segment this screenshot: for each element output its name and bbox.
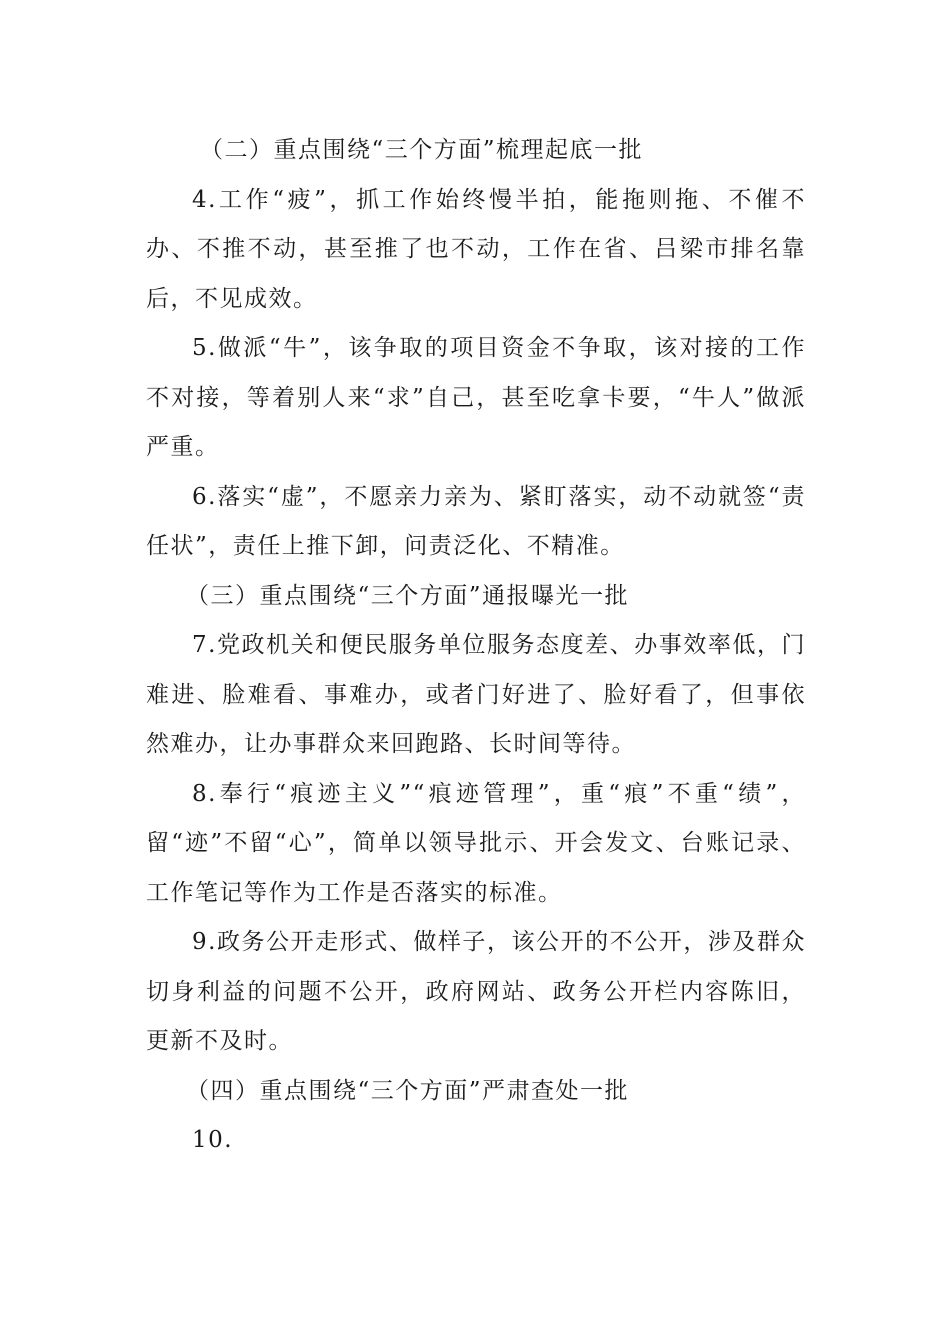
section-heading-4: （四）重点围绕“三个方面”严肃查处一批: [186, 1077, 630, 1104]
paragraph-item-4: 4.工作“疲”，抓工作始终慢半拍，能拖则拖、不催不办、不推不动，甚至推了也不动，工作在省、吕梁市排名靠后，不见成效。: [146, 186, 806, 312]
section-heading-3: （三）重点围绕“三个方面”通报曝光一批: [186, 582, 630, 609]
section-heading-2: （二）重点围绕“三个方面”梳理起底一批: [200, 137, 644, 163]
paragraph-item-6: 6.落实“虚”，不愿亲力亲为、紧盯落实，动不动就签“责任状”，责任上推下卸，问责泛化、不精准。: [146, 483, 806, 559]
document-body: [146, 126, 806, 1166]
paragraph-item-9: 9.政务公开走形式、做样子，该公开的不公开，涉及群众切身利益的问题不公开，政府网站、政务公开栏内容陈旧，更新不及时。: [146, 929, 806, 1054]
paragraph-item-5: 5.做派“牛”，该争取的项目资金不争取，该对接的工作不对接，等着别人来“求”自己，甚至吃拿卡要，“牛人”做派严重。: [146, 335, 806, 460]
paragraph-item-7: 7.党政机关和便民服务单位服务态度差、办事效率低，门难进、脸难看、事难办，或者门好进了、脸好看了，但事依然难办，让办事群众来回跑路、长时间等待。: [146, 632, 806, 757]
paragraph-item-8: 8.奉行“痕迹主义”“痕迹管理”，重“痕”不重“绩”，留“迹”不留“心”，简单以领导批示、开会发文、台账记录、工作笔记等作为工作是否落实的标准。: [146, 780, 806, 906]
paragraph-item-10: 10.: [192, 1127, 234, 1153]
